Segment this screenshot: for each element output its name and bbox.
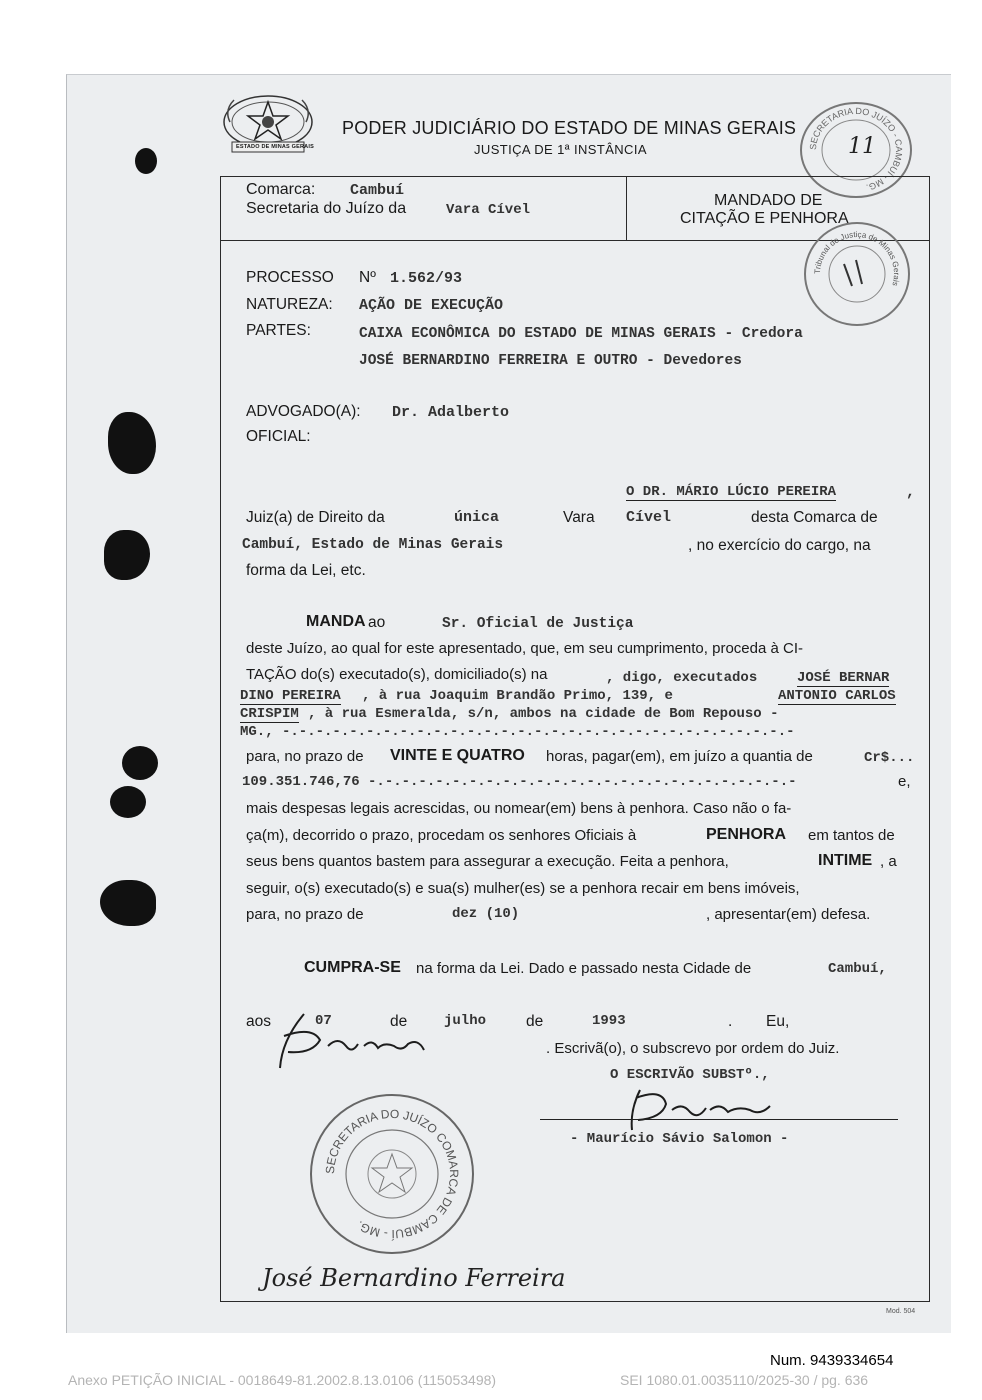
natureza-label: NATUREZA: xyxy=(246,296,333,313)
partes-label: PARTES: xyxy=(246,322,311,339)
handwritten-signature-icon xyxy=(268,1006,448,1074)
stamp-mark: 11 xyxy=(848,134,876,159)
escrivao-signature-line xyxy=(540,1119,898,1120)
manda-line13-b: dez (10) xyxy=(452,906,520,922)
manda-line11-c: , a xyxy=(880,853,897,870)
svg-text:Tribunal de Justiça de Minas G xyxy=(813,230,901,287)
tribunal-stamp xyxy=(804,222,910,326)
punch-hole xyxy=(110,786,146,818)
doc-type-line2: CITAÇÃO E PENHORA xyxy=(680,210,849,227)
year: 1993 xyxy=(592,1013,626,1029)
escrivao-name: - Maurício Sávio Salomon - xyxy=(570,1131,789,1147)
stamp-ring-text: SECRETARIA DO JUÍZO - CAMBUÍ - MG. xyxy=(807,105,905,193)
manda-word: MANDA xyxy=(306,613,366,630)
manda-ao: ao xyxy=(368,614,386,631)
manda-line7-d: Cr$... xyxy=(864,750,915,766)
judge-line1-a: Juiz(a) de Direito da xyxy=(246,509,385,526)
processo-label: PROCESSO xyxy=(246,269,334,286)
manda-line13-c: , apresentar(em) defesa. xyxy=(706,906,871,923)
manda-line3-b: , digo, executados xyxy=(606,670,758,686)
judge-comma: , xyxy=(906,484,916,501)
header-title: PODER JUDICIÁRIO DO ESTADO DE MINAS GERAIS xyxy=(342,118,797,138)
manda-line4-a: DINO PEREIRA xyxy=(240,688,341,704)
advogado-value: Dr. Adalberto xyxy=(392,404,510,421)
footer-right: SEI 1080.01.0035110/2025-30 / pg. 636 xyxy=(620,1372,869,1388)
de-label-2: de xyxy=(526,1013,544,1030)
advogado-label: ADVOGADO(A): xyxy=(246,403,361,420)
stamp-ring-text: Tribunal de Justiça de Minas Gerais xyxy=(812,229,902,288)
month: julho xyxy=(444,1013,487,1029)
manda-line4-b: , à rua Joaquim Brandão Primo, 139, e xyxy=(362,688,673,704)
manda-line7-a: para, no prazo de xyxy=(246,748,364,765)
processo-value: 1.562/93 xyxy=(390,270,463,287)
manda-line10-b: PENHORA xyxy=(706,826,787,843)
punch-hole xyxy=(122,746,158,780)
manda-line8-a: 109.351.746,76 -.-.-.-.-.-.-.-.-.-.-.-.-.-.-.-.-.-.-.-.-.-.-.-.-.- xyxy=(242,774,797,790)
mod-label: Mod. 504 xyxy=(886,1308,916,1315)
escrivao-signature-icon xyxy=(610,1080,800,1138)
secretaria-label: Secretaria do Juízo da xyxy=(246,200,407,217)
city: Cambuí, xyxy=(828,961,887,977)
secretaria-value: Vara Cível xyxy=(446,202,531,218)
aos-label: aos xyxy=(246,1013,271,1030)
comarca-stamp xyxy=(310,1094,474,1254)
judge-line1-d: Cível xyxy=(626,509,672,526)
oficial-label: OFICIAL: xyxy=(246,428,311,445)
stamp-ring-icon xyxy=(312,1096,472,1252)
judge-line1-b: única xyxy=(454,509,500,526)
manda-line12: seguir, o(s) executado(s) e sua(s) mulher(es) se a penhora recair em bens imóveis, xyxy=(246,880,800,897)
partes-line1: CAIXA ECONÔMICA DO ESTADO DE MINAS GERAIS - Credora xyxy=(359,326,803,342)
stamp-ring-icon xyxy=(806,224,908,324)
punch-hole xyxy=(135,148,157,174)
stamp-ring-text: SECRETARIA DO JUÍZO COMARCA DE CAMBUÍ - MG. xyxy=(322,1106,462,1242)
manda-line7-c: horas, pagar(em), em juízo a quantia de xyxy=(546,748,813,765)
day: 07 xyxy=(315,1013,332,1029)
judge-line1-c: Vara xyxy=(563,509,595,526)
document-number: Num. 9439334654 xyxy=(770,1352,894,1369)
manda-line5-b: , à rua Esmeralda, s/n, ambos na cidade de Bom Repouso - xyxy=(308,706,779,722)
manda-line4-c: ANTONIO CARLOS xyxy=(778,688,896,704)
cumpra-word: CUMPRA-SE xyxy=(304,959,401,976)
manda-line5-a: CRISPIM xyxy=(240,706,299,722)
manda-line3-c: JOSÉ BERNAR xyxy=(797,670,890,686)
escrivao-title: O ESCRIVÃO SUBSTº., xyxy=(610,1067,770,1083)
manda-line7-b: VINTE E QUATRO xyxy=(390,747,525,764)
judge-name: O DR. MÁRIO LÚCIO PEREIRA xyxy=(626,484,837,500)
manda-line2: deste Juízo, ao qual for este apresentado, que, em seu cumprimento, proceda à CI- xyxy=(246,640,803,657)
doc-type-line1: MANDADO DE xyxy=(714,192,823,209)
date-dot: . xyxy=(728,1013,733,1030)
judge-line2-a: Cambuí, Estado de Minas Gerais xyxy=(242,537,504,553)
info-box-vdivider xyxy=(626,176,627,240)
seal-caption: ESTADO DE MINAS GERAIS xyxy=(236,144,314,150)
manda-line6: MG., -.-.-.-.-.-.-.-.-.-.-.-.-.-.-.-.-.-.-.-.-.-.-.-.-.-.-.-.-.-.- xyxy=(240,724,795,740)
manda-line10-c: em tantos de xyxy=(808,827,895,844)
judge-line1-e: desta Comarca de xyxy=(751,509,878,526)
manda-line13-a: para, no prazo de xyxy=(246,906,364,923)
de-label-1: de xyxy=(390,1013,408,1030)
manda-line10-a: ça(m), decorrido o prazo, procedam os senhores Oficiais à xyxy=(246,827,637,844)
partes-line2: JOSÉ BERNARDINO FERREIRA E OUTRO - Devedores xyxy=(359,353,742,369)
eu-label: Eu, xyxy=(766,1013,790,1030)
bottom-signature: José Bernardino Ferreira xyxy=(262,1264,566,1292)
processo-num-label: Nº xyxy=(359,269,376,286)
cumpra-rest: na forma da Lei. Dado e passado nesta Cidade de xyxy=(416,960,752,977)
escriva-line: . Escrivã(o), o subscrevo por ordem do Juiz. xyxy=(546,1040,840,1057)
judge-line2-b: , no exercício do cargo, na xyxy=(688,537,871,554)
judge-line3: forma da Lei, etc. xyxy=(246,562,366,579)
manda-line11-b: INTIME xyxy=(818,852,873,869)
punch-hole xyxy=(100,880,156,926)
manda-line9: mais despesas legais acrescidas, ou nomear(em) bens à penhora. Caso não o fa- xyxy=(246,800,792,817)
header-subtitle: JUSTIÇA DE 1ª INSTÂNCIA xyxy=(474,142,647,157)
comarca-value: Cambuí xyxy=(350,182,405,199)
manda-to: Sr. Oficial de Justiça xyxy=(442,616,634,632)
comarca-label: Comarca: xyxy=(246,181,316,198)
footer-left: Anexo PETIÇÃO INICIAL - 0018649-81.2002.8.13.0106 (115053498) xyxy=(68,1372,497,1388)
natureza-value: AÇÃO DE EXECUÇÃO xyxy=(359,297,504,314)
manda-line8-b: e, xyxy=(898,773,911,790)
manda-line11-a: seus bens quantos bastem para assegurar a execução. Feita a penhora, xyxy=(246,853,729,870)
manda-line3-a: TAÇÃO do(s) executado(s), domiciliado(s) na xyxy=(246,666,548,683)
svg-text:SECRETARIA DO JUÍZO COMARCA DE xyxy=(323,1107,461,1242)
